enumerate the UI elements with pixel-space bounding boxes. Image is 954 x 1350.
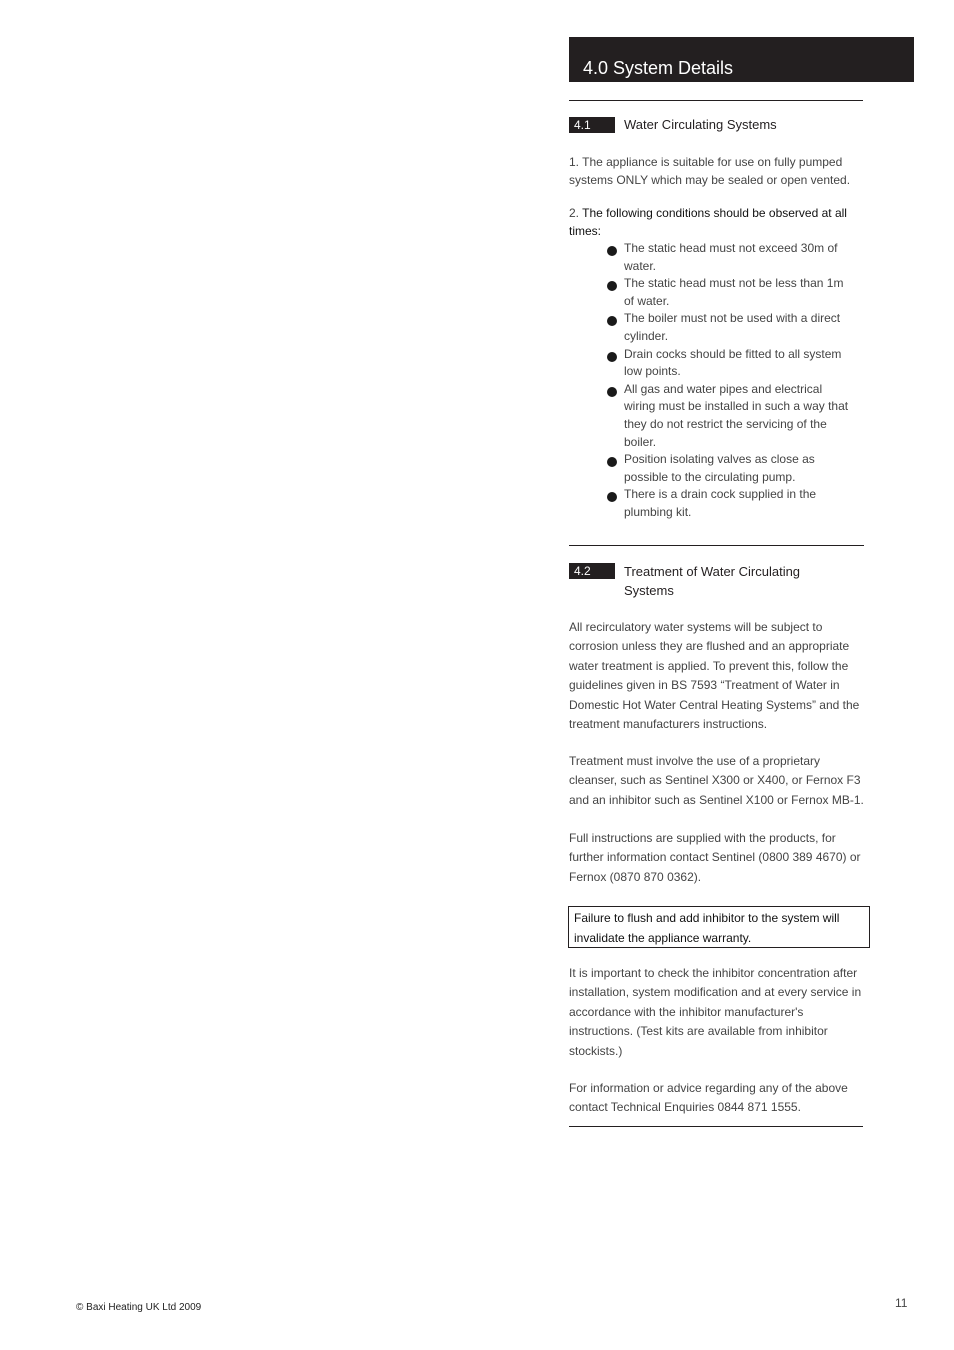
section-4-1-paragraph-1: 1. The appliance is suitable for use on fully pumped systems ONLY which may be sealed or open vented. <box>569 155 851 187</box>
list-item: Drain cocks should be fitted to all system low points. <box>604 346 854 381</box>
section-4-2-paragraph-2: Treatment must involve the use of a proprietary cleanser, such as Sentinel X300 or X400, or Fernox F3 and an inhibitor such as Sentinel X100 or Fernox MB-1. <box>569 754 864 807</box>
footer-copyright: © Baxi Heating UK Ltd 2009 <box>76 1302 202 1313</box>
bullet-icon <box>607 387 617 397</box>
section-header-bar <box>569 37 914 82</box>
list-item: The static head must not exceed 30m of water. <box>604 240 854 275</box>
bullet-icon <box>607 457 617 467</box>
list-item: The static head must not be less than 1m of water. <box>604 275 854 310</box>
bullet-icon <box>607 352 617 362</box>
bullet-icon <box>607 492 617 502</box>
list-item: There is a drain cock supplied in the plumbing kit. <box>604 486 854 521</box>
list-item: The boiler must not be used with a direct cylinder. <box>604 310 854 345</box>
warranty-warning-text: Failure to flush and add inhibitor to the system will invalidate the appliance warranty. <box>574 911 840 945</box>
divider-top <box>569 100 863 101</box>
section-title-4-1: Water Circulating Systems <box>624 117 777 132</box>
section-4-2-paragraph-1: All recirculatory water systems will be subject to corrosion unless they are flushed and an appropriate water treatment is applied. To prevent this, follow the guidelines given in BS 7593 “Treatment of Water in Domestic Hot Water Central Heating Systems” and the treatment manufacturers instructions. <box>569 620 860 732</box>
section-title-4-2: Treatment of Water Circulating Systems <box>624 564 801 598</box>
bullet-icon <box>607 246 617 256</box>
section-4-2-paragraph-5: For information or advice regarding any of the above contact Technical Enquiries 0844 871 1555. <box>569 1081 848 1115</box>
section-4-2-paragraph-3: Full instructions are supplied with the products, for further information contact Sentinel (0800 389 4670) or Fernox (0870 870 0362). <box>569 831 861 884</box>
warranty-warning-box <box>568 906 870 948</box>
page-title: 4.0 System Details <box>583 58 734 78</box>
page-number: 11 <box>895 1296 908 1310</box>
bullet-icon <box>607 316 617 326</box>
list-item: Position isolating valves as close as possible to the circulating pump. <box>604 451 854 486</box>
section-number-4-2: 4.2 <box>569 563 615 579</box>
section-4-2-paragraph-4: It is important to check the inhibitor concentration after installation, system modification and at every service in accordance with the inhibitor manufacturer's instructions. (Test kits are available from inhibitor stockists.) <box>569 966 862 1058</box>
divider-bottom <box>569 1126 863 1127</box>
list-item: All gas and water pipes and electrical wiring must be installed in such a way that they do not restrict the servicing of the boiler. <box>604 381 854 451</box>
section-4-1-paragraph-2 <box>569 204 865 240</box>
divider-middle <box>569 545 864 546</box>
bullet-icon <box>607 281 617 291</box>
paragraph-2-text: The following conditions should be observed at all times: <box>569 206 847 238</box>
conditions-list <box>604 240 854 522</box>
section-number-4-1: 4.1 <box>569 117 615 133</box>
paragraph-2-prefix: 2. <box>569 206 583 220</box>
